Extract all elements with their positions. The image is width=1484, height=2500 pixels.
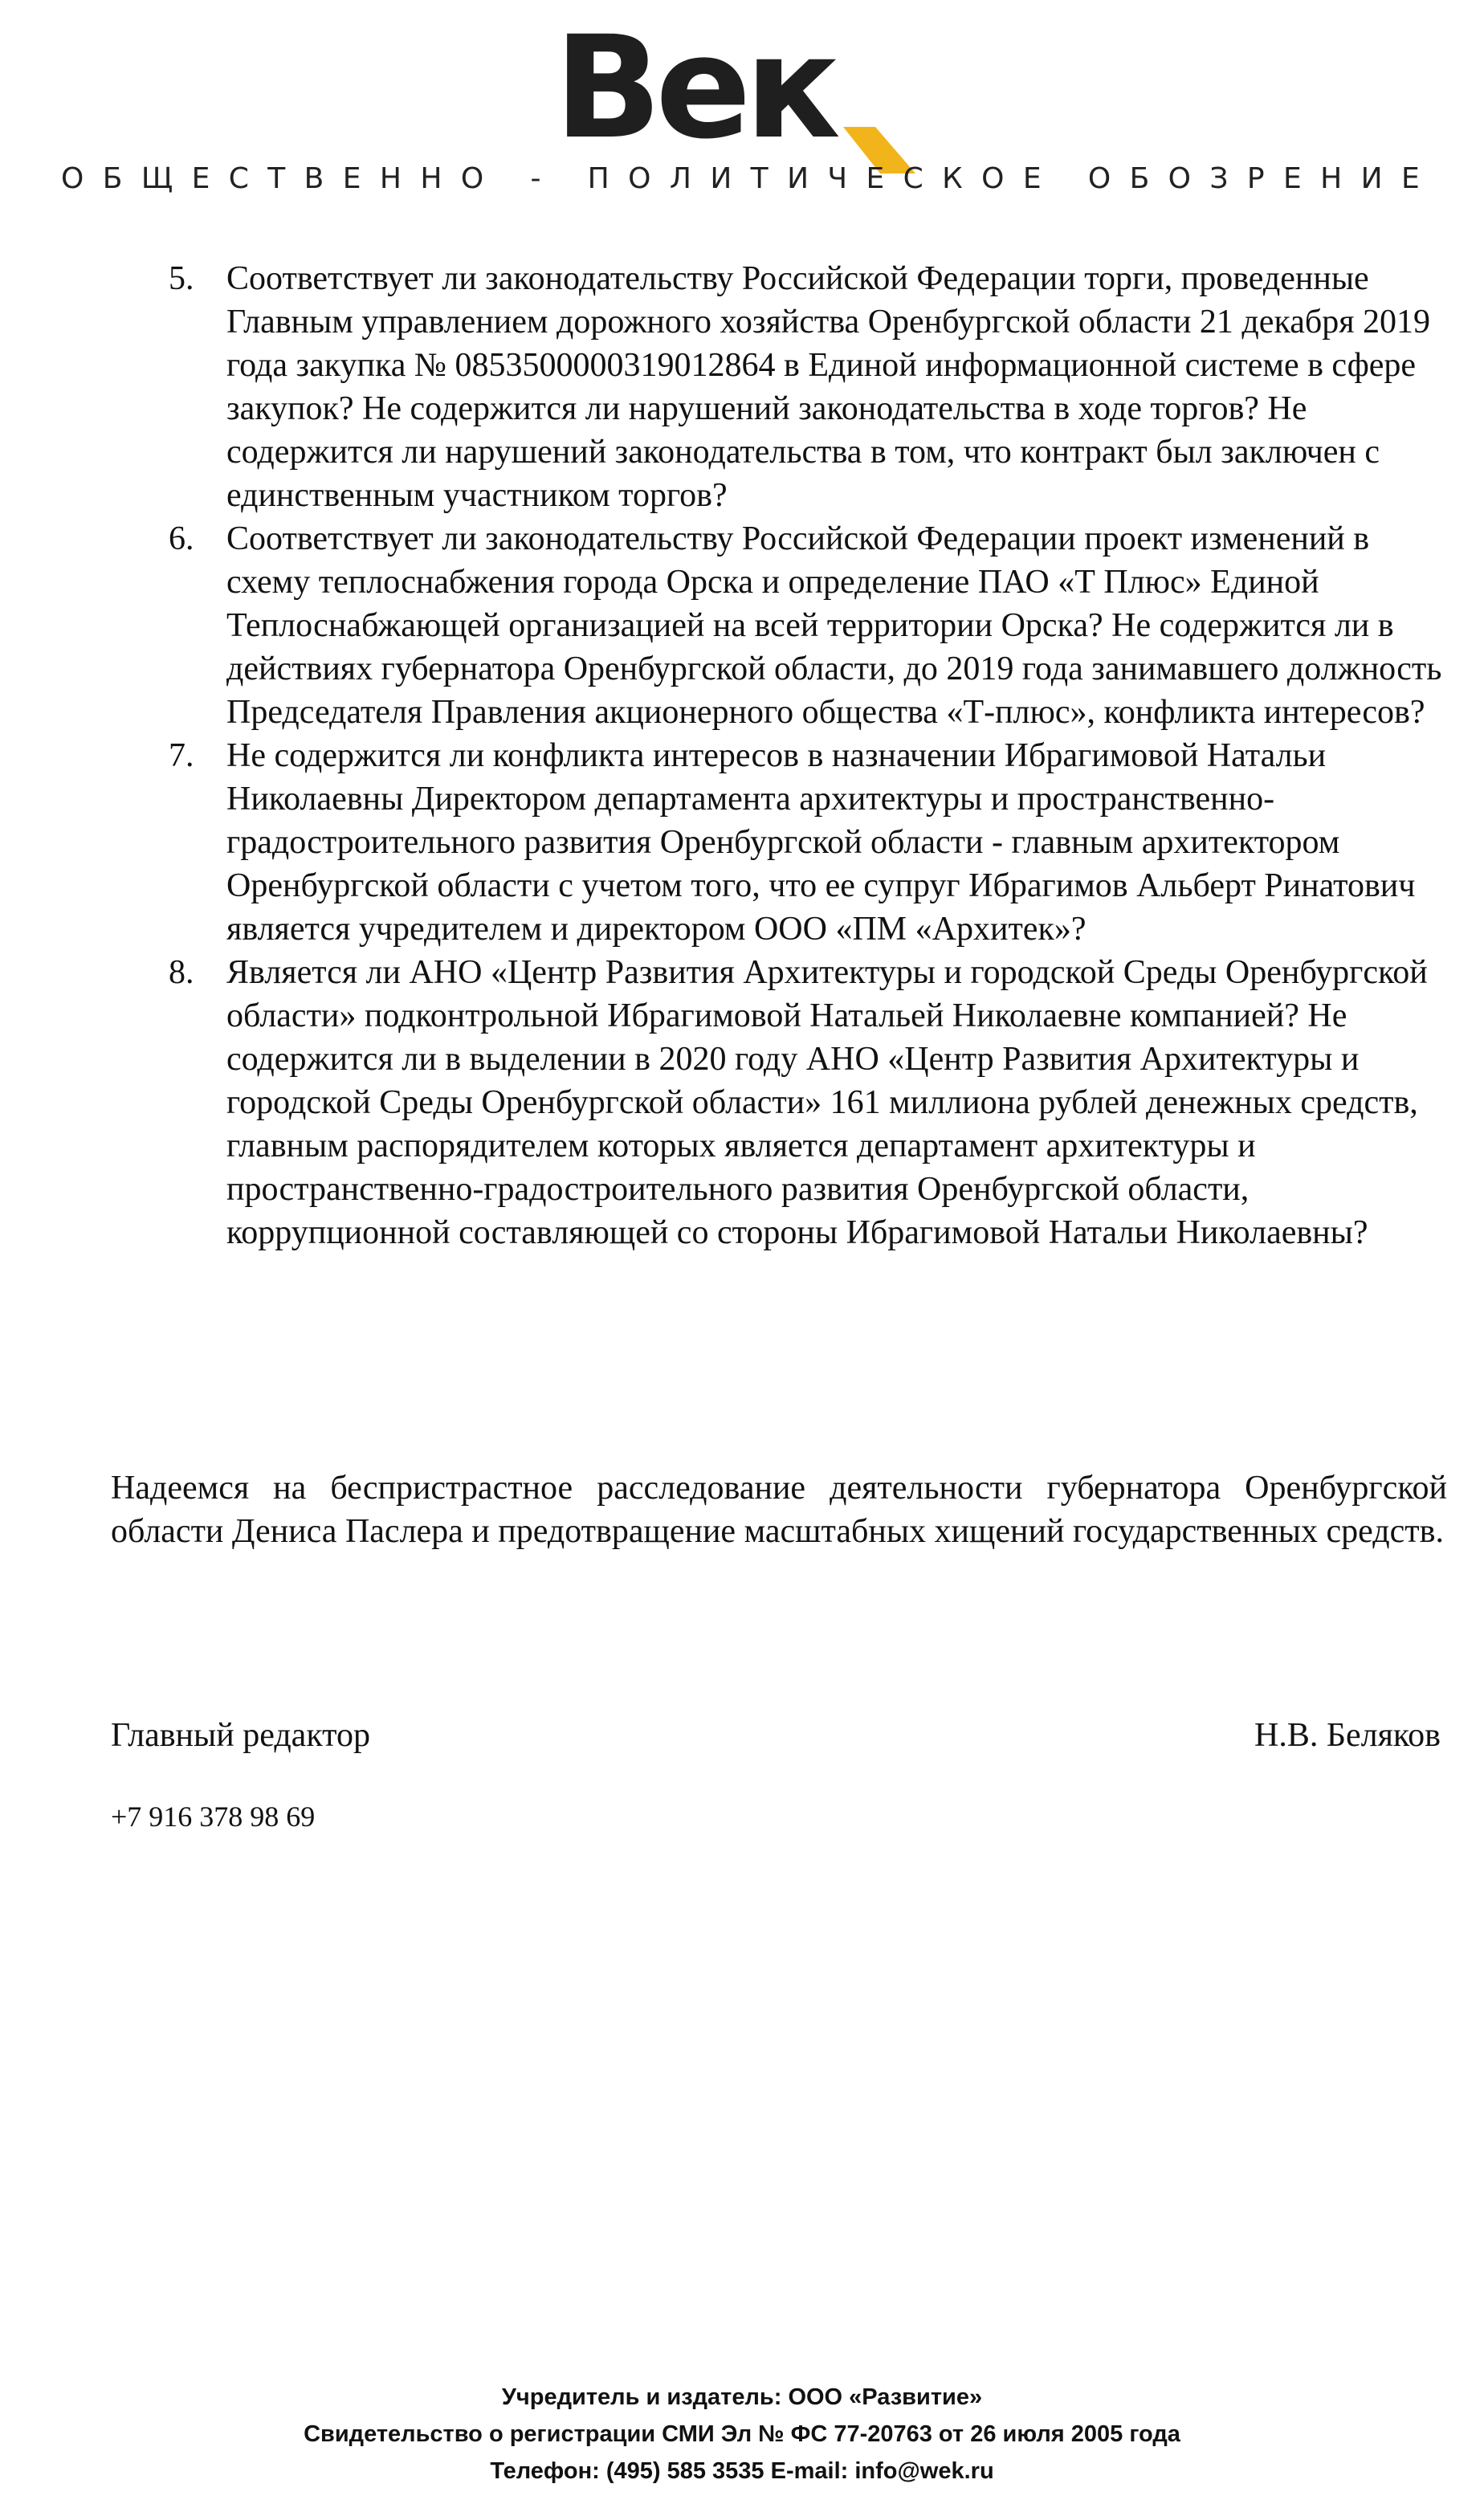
publication-tagline: ОБЩЕСТВЕННО - ПОЛИТИЧЕСКОЕ ОБОЗРЕНИЕ xyxy=(61,162,1439,195)
question-item xyxy=(169,951,1453,1254)
question-item xyxy=(169,517,1453,734)
footer-registration: Свидетельство о регистрации СМИ Эл № ФС 77-20763 от 26 июля 2005 года xyxy=(304,2421,1180,2447)
signatory-name: Н.В. Беляков xyxy=(1254,1717,1441,1754)
question-number: 5. xyxy=(169,260,194,297)
signatory-role: Главный редактор xyxy=(111,1717,370,1754)
signature-block xyxy=(111,1714,1441,1762)
question-list xyxy=(169,257,1453,1254)
question-item xyxy=(169,734,1453,951)
question-text: Соответствует ли законодательству Российской Федерации торги, проведенные Главным управлением дорожного хозяйства Оренбургской области 21 декабря 2019 года закупка № 0853500000319012864 в Единой информационной системе в сфере закупок? Не содержится ли нарушений законодательства в ходе торгов? Не содержится ли нарушений законодательства в том, что контракт был заключен с единственным участником торгов? xyxy=(226,260,1431,514)
question-text: Соответствует ли законодательству Российской Федерации проект изменений в схему теплоснабжения города Орска и определение ПАО «Т Плюс» Единой Теплоснабжающей организацией на всей территории Орска? Не содержится ли в действиях губернатора Оренбургской области, до 2019 года занимавшего должность Председателя Правления акционерного общества «Т-плюс», конфликта интересов? xyxy=(226,520,1442,731)
question-number: 8. xyxy=(169,954,194,991)
letterhead xyxy=(0,0,1484,217)
footer-contacts: Телефон: (495) 585 3535 E-mail: info@wek.ru xyxy=(490,2458,994,2484)
publisher-footer xyxy=(0,2379,1484,2490)
logo-text: Век xyxy=(554,6,834,170)
footer-publisher: Учредитель и издатель: ООО «Развитие» xyxy=(501,2384,983,2410)
question-number: 7. xyxy=(169,737,194,774)
question-number: 6. xyxy=(169,520,194,557)
wek-logo xyxy=(554,6,923,170)
question-item xyxy=(169,257,1453,517)
question-text: Является ли АНО «Центр Развития Архитектуры и городской Среды Оренбургской области» подконтрольной Ибрагимовой Натальей Николаевне компанией? Не содержится ли в выделении в 2020 году АНО «Центр Развития Архитектуры и городской Среды Оренбургской области» 161 миллиона рублей денежных средств, главным распорядителем которых является департамент архитектуры и пространственно-градостроительного развития Оренбургской области, коррупционной составляющей со стороны Ибрагимовой Натальи Николаевны? xyxy=(226,954,1428,1251)
contact-phone: +7 916 378 98 69 xyxy=(111,1801,316,1833)
closing-paragraph: Надеемся на беспристрастное расследование деятельности губернатора Оренбургской области Дениса Паслера и предотвращение масштабных хищений государственных средств. xyxy=(111,1470,1447,1550)
question-text: Не содержится ли конфликта интересов в назначении Ибрагимовой Натальи Николаевны Директором департамента архитектуры и пространственно-градостроительного развития Оренбургской области - главным архитектором Оренбургской области с учетом того, что ее супруг Ибрагимов Альберт Ринатович является учредителем и директором ООО «ПМ «Архитек»? xyxy=(226,737,1416,948)
